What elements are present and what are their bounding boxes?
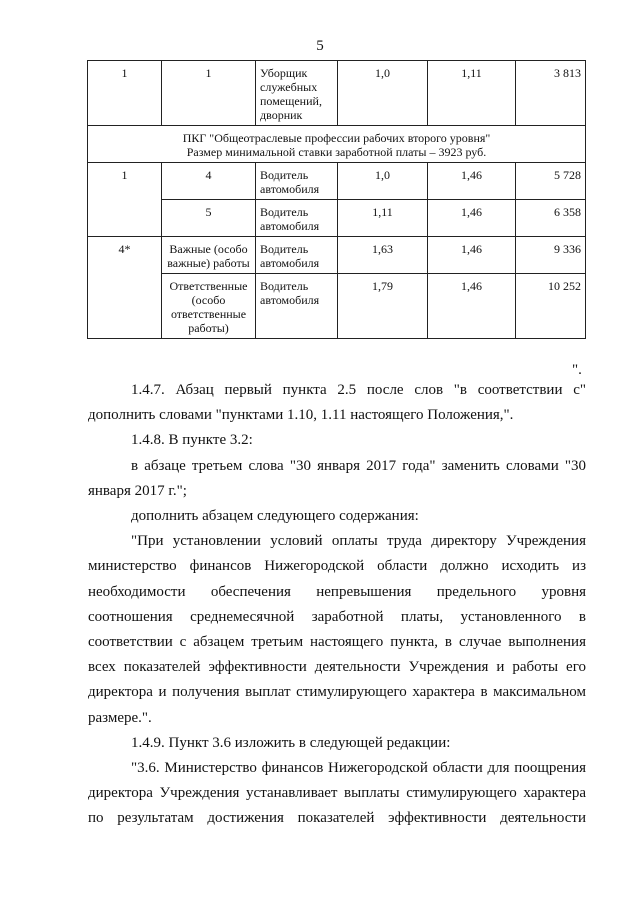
table-cell: 1,46 [428, 237, 516, 274]
paragraph: в абзаце третьем слова "30 января 2017 года" заменить словами "30 января 2017 г."; [88, 457, 586, 499]
table-cell: 1,46 [428, 200, 516, 237]
table-cell: 4 [162, 163, 256, 200]
table-row [88, 61, 586, 126]
group-header-title: ПКГ "Общеотраслевые профессии рабочих второго уровня" [182, 131, 491, 145]
table-cell: 6 358 [516, 200, 586, 237]
table-cell: 4* [88, 237, 162, 339]
table-cell: 1,0 [338, 163, 428, 200]
paragraph: 1.4.7. Абзац первый пункта 2.5 после слов "в соответствии с" дополнить словами "пунктами 1.10, 1.11 настоящего Положения,". [88, 382, 586, 424]
table-cell: 3 813 [516, 61, 586, 126]
table-cell: 1,0 [338, 61, 428, 126]
table-row [88, 274, 586, 339]
table-row [88, 200, 586, 237]
paragraph: дополнить абзацем следующего содержания: [131, 508, 419, 525]
group-header-min-rate: Размер минимальной ставки заработной платы – 3923 руб. [186, 145, 487, 159]
table-cell: 10 252 [516, 274, 586, 339]
table-row [88, 163, 586, 200]
table-cell: Важные (особо важные) работы [162, 237, 256, 274]
table-cell: 1,79 [338, 274, 428, 339]
paragraph: "3.6. Министерство финансов Нижегородской области для поощрения директора Учреждения устанавливает выплаты стимулирующего характера по результатам достижения показателей эффективности деятельности [88, 760, 586, 827]
table-cell: 5 [162, 200, 256, 237]
paragraph: 1.4.9. Пункт 3.6 изложить в следующей редакции: [131, 734, 451, 751]
table-cell: Уборщик служебных помещений, дворник [256, 61, 338, 126]
group-header [88, 126, 586, 163]
table-cell: 1,11 [338, 200, 428, 237]
table-cell: 1 [162, 61, 256, 126]
table-row [88, 237, 586, 274]
page-number: 5 [316, 38, 324, 54]
table-cell: 5 728 [516, 163, 586, 200]
table-cell: 1,46 [428, 163, 516, 200]
paragraph: "При установлении условий оплаты труда директору Учреждения министерство финансов Нижегородской области должно исходить из необходимости обеспечения непревышения предельного уровня соотношения среднемесячной заработной платы, установленного в соответствии с абзацем третьим настоящего пункта, в случае выполнения всех показателей эффективности деятельности Учреждения и работы его директора и получения выплат стимулирующего характера в максимальном размере.". [88, 533, 586, 726]
paragraph: 1.4.8. В пункте 3.2: [131, 432, 253, 449]
table-cell: Ответственные (особо ответственные работы) [162, 274, 256, 339]
document-body [88, 378, 586, 832]
table-cell: 1,63 [338, 237, 428, 274]
table-cell: 1,46 [428, 274, 516, 339]
table-closing-quote: ". [572, 362, 582, 378]
table-cell: Водитель автомобиля [256, 200, 338, 237]
table-cell: 9 336 [516, 237, 586, 274]
table-cell: Водитель автомобиля [256, 237, 338, 274]
salary-table [87, 60, 586, 339]
table-cell: Водитель автомобиля [256, 274, 338, 339]
table-cell: 1 [88, 61, 162, 126]
table-cell: Водитель автомобиля [256, 163, 338, 200]
table-cell: 1 [88, 163, 162, 237]
table-group-header-row [88, 126, 586, 163]
table-cell: 1,11 [428, 61, 516, 126]
